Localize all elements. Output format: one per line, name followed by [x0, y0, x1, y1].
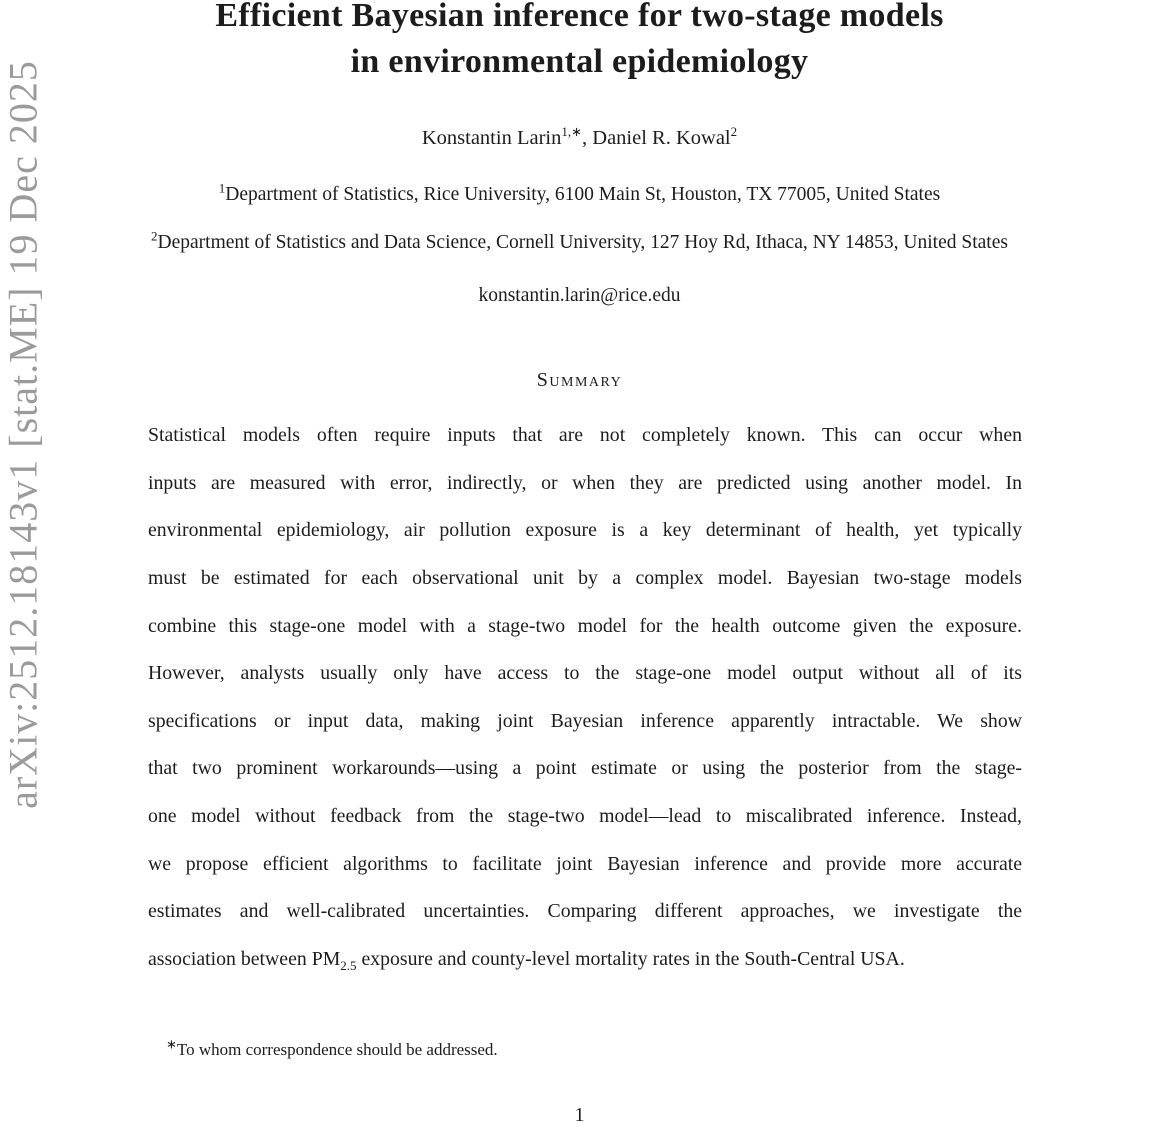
arxiv-watermark: arXiv:2512.18143v1 [stat.ME] 19 Dec 2025 — [0, 60, 46, 809]
summary-line: inputs are measured with error, indirectly, or when they are predicted using another model. In — [148, 471, 1022, 494]
summary-line: we propose efficient algorithms to facilitate joint Bayesian inference and provide more accurate — [148, 852, 1022, 875]
paper-title-line2: in environmental epidemiology — [350, 43, 809, 80]
summary-last-line-post: exposure and county-level mortality rates in the South-Central USA. — [356, 948, 905, 971]
summary-line: Statistical models often require inputs that are not completely known. This can occur when — [148, 424, 1022, 446]
authors-line — [0, 124, 1159, 150]
footnote-text: To whom correspondence should be addressed. — [176, 1040, 498, 1059]
paper-title-line1: Efficient Bayesian inference for two-stage models — [215, 0, 944, 34]
author-2-superscript: 2 — [730, 124, 738, 140]
summary-line: environmental epidemiology, air pollution exposure is a key determinant of health, yet typically — [148, 519, 1022, 542]
pm25-subscript: 2.5 — [340, 958, 357, 973]
author-1-superscript: 1,∗ — [561, 124, 583, 140]
summary-line: combine this stage-one model with a stage-two model for the health outcome given the exposure. — [148, 614, 1022, 637]
summary-line: one model without feedback from the stage-two model—lead to miscalibrated inference. Instead, — [148, 805, 1022, 828]
affiliation-2-marker: 2 — [151, 228, 158, 244]
page-number: 1 — [574, 1104, 585, 1126]
summary-last-line-pre: association between PM — [148, 948, 341, 971]
affiliation-2-text: Department of Statistics and Data Science, Cornell University, 127 Hoy Rd, Ithaca, NY 14853, United States — [157, 232, 1008, 253]
author-2: Daniel R. Kowal — [592, 127, 731, 149]
affiliation-2 — [0, 228, 1159, 254]
author-1: Konstantin Larin — [421, 127, 562, 149]
footnote-marker: ∗ — [166, 1036, 177, 1052]
summary-line: estimates and well-calibrated uncertainties. Comparing different approaches, we investigate the — [148, 900, 1022, 923]
paper-title — [0, 0, 1159, 85]
affiliation-1-marker: 1 — [218, 180, 226, 196]
summary-line: specifications or input data, making joint Bayesian inference apparently intractable. We show — [148, 709, 1022, 732]
correspondence-footnote — [166, 1036, 498, 1060]
summary-line: However, analysts usually only have access to the stage-one model output without all of its — [148, 662, 1022, 685]
summary-heading: Summary — [536, 369, 623, 391]
author-separator: , — [582, 127, 593, 149]
affiliation-1-text: Department of Statistics, Rice University, 6100 Main St, Houston, TX 77005, United States — [225, 184, 941, 205]
summary-line: must be estimated for each observational unit by a complex model. Bayesian two-stage models — [148, 566, 1022, 589]
summary-paragraph — [148, 412, 1022, 984]
summary-last-line — [148, 936, 1022, 984]
contact-email: konstantin.larin@rice.edu — [478, 285, 681, 306]
affiliation-1 — [0, 180, 1159, 206]
summary-line: that two prominent workarounds—using a point estimate or using the posterior from the stage- — [148, 757, 1022, 780]
